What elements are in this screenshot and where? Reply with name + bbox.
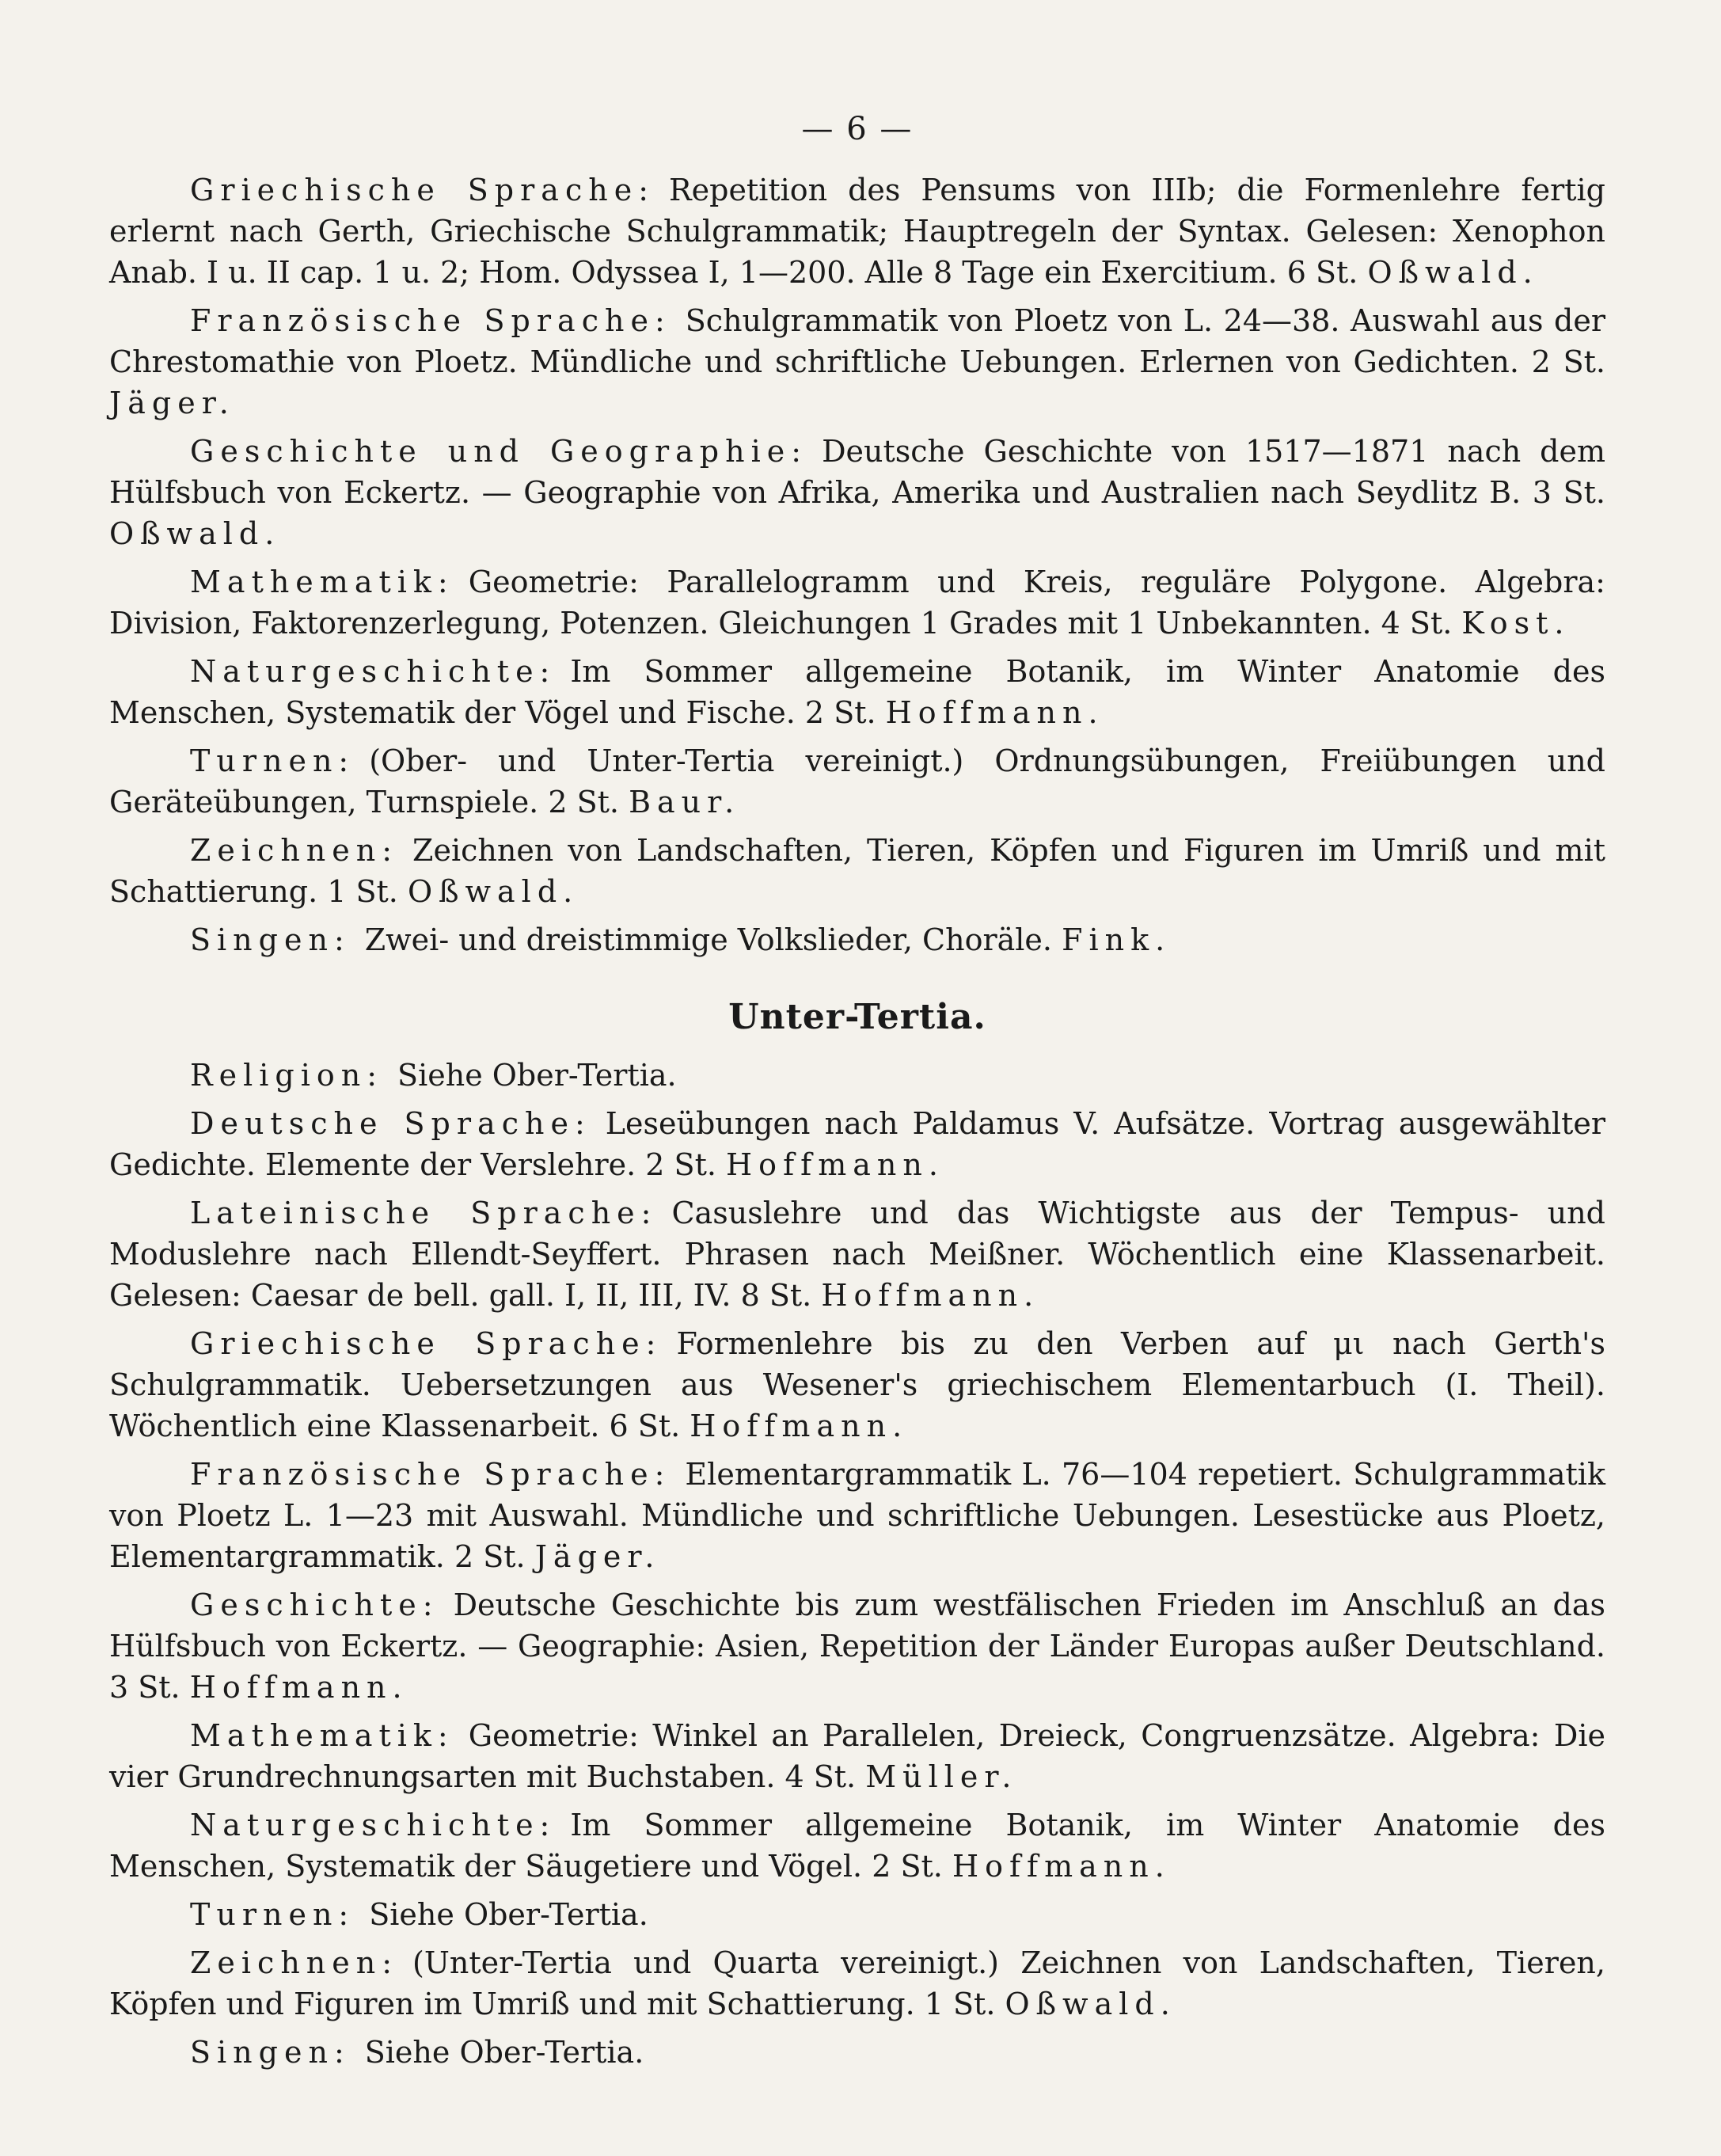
subject-paragraph [109, 1055, 1605, 1096]
subject-text: Siehe Ober-Tertia. [364, 2035, 644, 2070]
subject-label: Turnen: [190, 1897, 355, 1932]
subject-label: Mathematik: [190, 1718, 454, 1753]
subject-text: Schulgrammatik von Ploetz von L. 24—38. Auswahl aus der Chrestomathie von Ploetz. Mündliche und schriftliche Uebungen. Erlernen von Gedichten. 2 St. [109, 303, 1605, 379]
subject-label: Geschichte und Geographie: [190, 434, 808, 469]
subject-paragraph [109, 561, 1605, 644]
subject-paragraph [109, 740, 1605, 823]
subject-text: Repetition des Pensums von IIIb; die Formenlehre fertig erlernt nach Gerth, Griechische Schulgrammatik; Hauptregeln der Syntax. Gelesen: Xenophon Anab. I u. II cap. 1 u. 2; Hom. Odyssea I, 1—200. Alle 8 Tage ein Exercitium. 6 St. [109, 173, 1606, 290]
subject-paragraph [109, 1942, 1605, 2025]
subject-paragraph [109, 2032, 1605, 2073]
subject-text: Geometrie: Winkel an Parallelen, Dreieck, Congruenzsätze. Algebra: Die vier Grundrechnungsarten mit Buchstaben. 4 St. [109, 1718, 1605, 1794]
subject-text: Zeichnen von Landschaften, Tieren, Köpfen und Figuren im Umriß und mit Schattierung. 1 St. [109, 833, 1605, 909]
subject-text: Geometrie: Parallelogramm und Kreis, reguläre Polygone. Algebra: Division, Faktorenzerlegung, Potenzen. Gleichungen 1 Grades mit 1 Unbekannten. 4 St. [109, 565, 1605, 641]
subject-paragraph [109, 830, 1605, 912]
subject-paragraph [109, 651, 1605, 733]
subject-text: Elementargrammatik L. 76—104 repetiert. Schulgrammatik von Ploetz L. 1—23 mit Auswahl. Mündliche und schriftliche Uebungen. Lesestücke aus Ploetz, Elementargrammatik. 2 St. [109, 1457, 1605, 1574]
teacher-name: Müller. [865, 1759, 1018, 1794]
subject-text: Casuslehre und das Wichtigste aus der Tempus- und Moduslehre nach Ellendt-Seyffert. Phrasen nach Meißner. Wöchentlich eine Klassenarbeit. Gelesen: Caesar de bell. gall. I, II, III, IV. 8 St. [109, 1196, 1605, 1313]
subject-label: Lateinische Sprache: [190, 1196, 658, 1230]
subject-label: Singen: [190, 922, 351, 957]
subject-label: Zeichnen: [190, 833, 399, 868]
subject-label: Deutsche Sprache: [190, 1106, 591, 1141]
teacher-name: Oßwald. [407, 874, 579, 909]
page-number: — 6 — [801, 111, 914, 147]
subject-label: Naturgeschichte: [190, 654, 557, 689]
subject-text: Leseübungen nach Paldamus V. Aufsätze. Vortrag ausgewählter Gedichte. Elemente der Verslehre. 2 St. [109, 1106, 1606, 1182]
subject-text: (Unter-Tertia und Quarta vereinigt.) Zeichnen von Landschaften, Tieren, Köpfen und Figuren im Umriß und mit Schattierung. 1 St. [109, 1945, 1605, 2021]
subject-label: Französische Sprache: [190, 1457, 671, 1492]
subject-text: Formenlehre bis zu den Verben auf μι nach Gerth's Schulgrammatik. Uebersetzungen aus Wesener's griechischem Elementarbuch (I. Theil). Wöchentlich eine Klassenarbeit. 6 St. [109, 1326, 1605, 1443]
subject-label: Singen: [190, 2035, 351, 2070]
subject-text: (Ober- und Unter-Tertia vereinigt.) Ordnungsübungen, Freiübungen und Geräteübungen, Turnspiele. 2 St. [109, 743, 1605, 819]
subject-label: Geschichte: [190, 1588, 439, 1622]
teacher-name: Oßwald. [109, 516, 281, 551]
subject-text: Siehe Ober-Tertia. [397, 1058, 677, 1093]
ober-tertia-section [109, 169, 1605, 960]
teacher-name: Hoffmann. [189, 1670, 408, 1705]
subject-text: Deutsche Geschichte bis zum westfälischen Frieden im Anschluß an das Hülfsbuch von Eckertz. — Geographie: Asien, Repetition der Länder Europas außer Deutschland. 3 St. [109, 1588, 1605, 1705]
subject-paragraph [109, 919, 1605, 960]
subject-paragraph [109, 300, 1605, 424]
subject-paragraph [109, 1894, 1605, 1935]
document-page [109, 111, 1605, 2080]
subject-text: Deutsche Geschichte von 1517—1871 nach dem Hülfsbuch von Eckertz. — Geographie von Afrika, Amerika und Australien nach Seydlitz B. 3 St. [109, 434, 1605, 510]
subject-label: Turnen: [190, 743, 355, 778]
subject-label: Religion: [190, 1058, 384, 1093]
section-title: Unter-Tertia. [728, 997, 986, 1037]
subject-label: Griechische Sprache: [190, 173, 655, 207]
subject-paragraph [109, 1323, 1605, 1447]
teacher-name: Kost. [1461, 606, 1571, 641]
subject-text: Siehe Ober-Tertia. [369, 1897, 648, 1932]
teacher-name: Baur. [629, 785, 741, 819]
subject-label: Naturgeschichte: [190, 1808, 557, 1842]
teacher-name: Fink. [1062, 922, 1172, 957]
unter-tertia-section [109, 1055, 1605, 2073]
subject-paragraph [109, 1715, 1605, 1797]
teacher-name: Jäger. [109, 386, 235, 420]
subject-paragraph [109, 1454, 1605, 1577]
teacher-name: Hoffmann. [690, 1409, 909, 1443]
subject-text: Im Sommer allgemeine Botanik, im Winter Anatomie des Menschen, Systematik der Vögel und Fische. 2 St. [109, 654, 1605, 730]
subject-label: Zeichnen: [190, 1945, 399, 1980]
subject-paragraph [109, 431, 1605, 554]
subject-paragraph [109, 169, 1605, 293]
subject-paragraph [109, 1804, 1605, 1887]
teacher-name: Oßwald. [1367, 255, 1539, 290]
subject-text: Zwei- und dreistimmige Volkslieder, Choräle. [364, 922, 1052, 957]
subject-paragraph [109, 1584, 1605, 1708]
subject-paragraph [109, 1103, 1605, 1185]
subject-label: Mathematik: [190, 565, 454, 599]
teacher-name: Jäger. [534, 1539, 661, 1574]
subject-text: Im Sommer allgemeine Botanik, im Winter Anatomie des Menschen, Systematik der Säugetiere und Vögel. 2 St. [109, 1808, 1605, 1884]
subject-paragraph [109, 1192, 1605, 1316]
teacher-name: Hoffmann. [952, 1849, 1171, 1884]
subject-label: Französische Sprache: [190, 303, 671, 338]
subject-label: Griechische Sprache: [190, 1326, 663, 1361]
teacher-name: Hoffmann. [821, 1278, 1040, 1313]
teacher-name: Hoffmann. [885, 695, 1104, 730]
teacher-name: Hoffmann. [726, 1147, 944, 1182]
teacher-name: Oßwald. [1005, 1987, 1176, 2021]
